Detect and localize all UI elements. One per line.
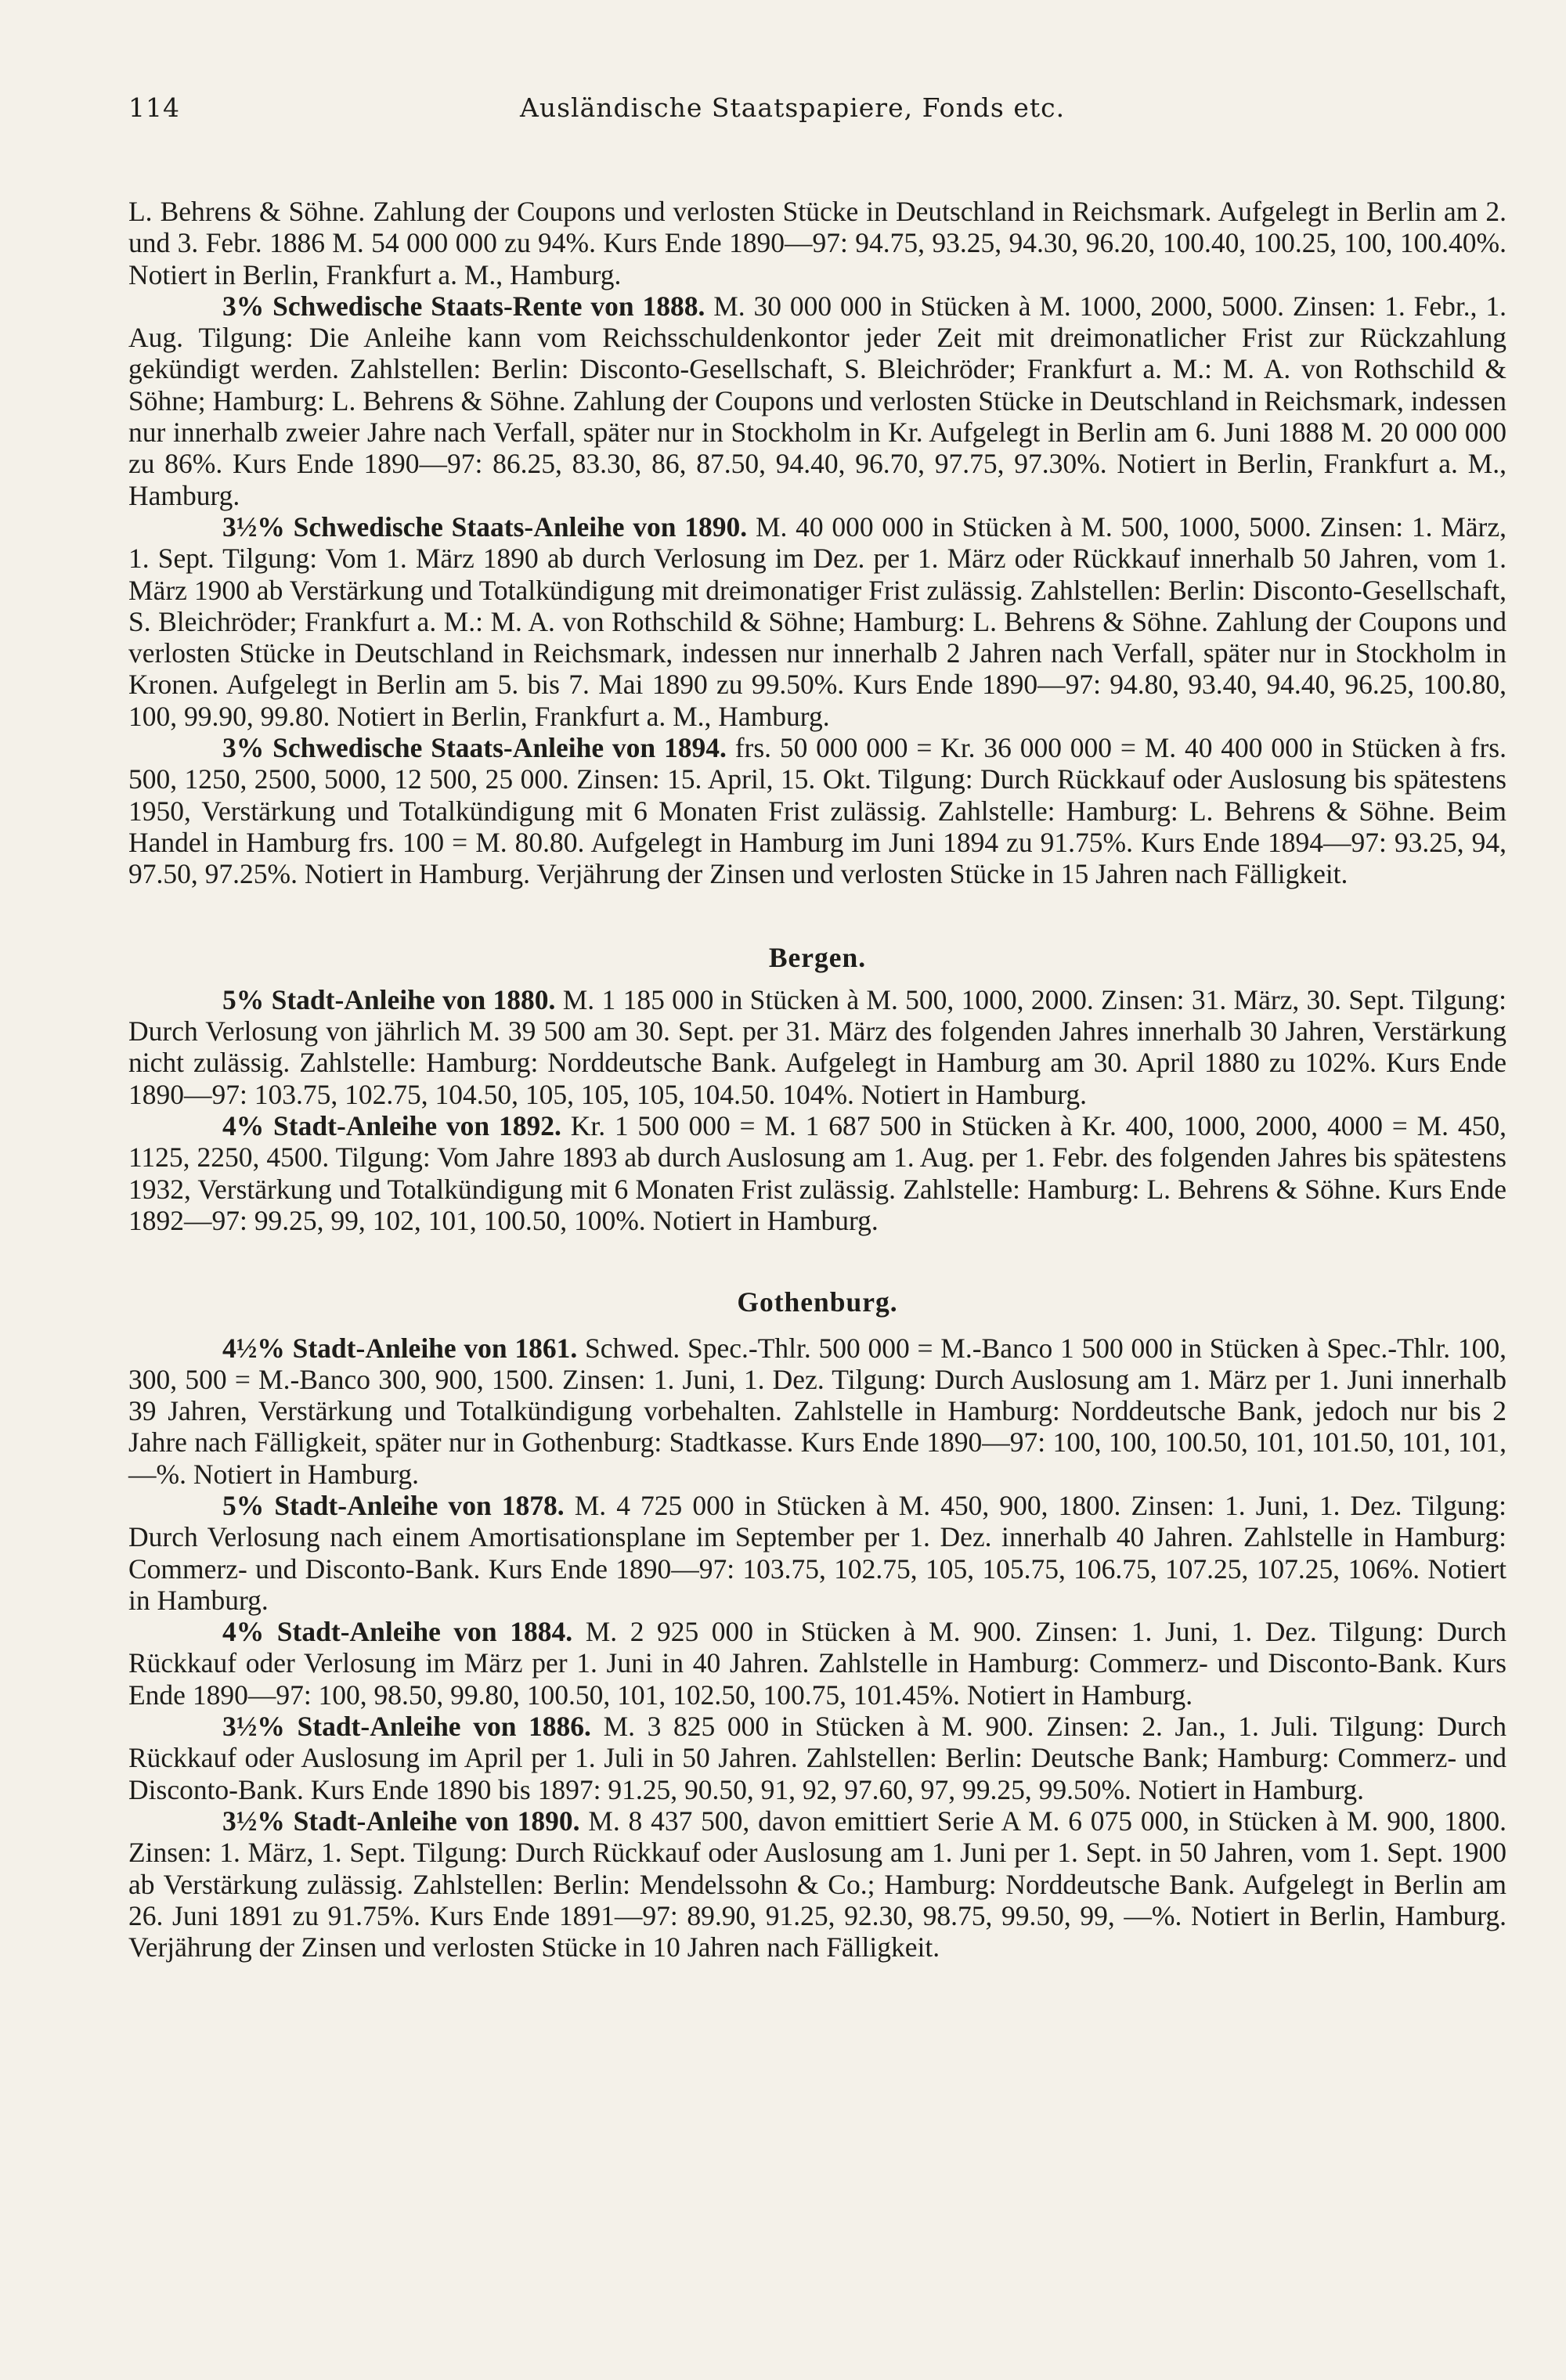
section-heading-gothenburg: Gothenburg. <box>737 1286 898 1318</box>
body-text <box>128 196 1506 1963</box>
entry-title: 3½% Stadt-Anleihe von 1886. <box>222 1711 591 1743</box>
entry-body: M. 3 825 000 in Stücken à M. 900. Zinsen: 2. Jan., 1. Juli. Tilgung: Durch Rückkauf oder Auslosung im April per 1. Juli in 50 Jahren. Zahlstellen: Berlin: Deutsche Bank; Hamburg: Commerz- und Disconto-Bank. Kurs Ende 1890 bis 1897: 91.25, 90.50, 91, 92, 97.60, 97, 99.25, 99.50%. Notiert in Hamburg. <box>128 1711 1506 1805</box>
entry-body: Schwed. Spec.-Thlr. 500 000 = M.-Banco 1 500 000 in Stücken à Spec.-Thlr. 100, 300, 500 = M.-Banco 300, 900, 1500. Zinsen: 1. Juni, 1. Dez. Tilgung: Durch Auslosung am 1. März per 1. Juni innerhalb 39 Jahren, Verstärkung und Totalkündigung vorbehalten. Zahlstelle in Hamburg: Norddeutsche Bank, jedoch nur bis 2 Jahre nach Fälligkeit, später nur in Gothenburg: Stadtkasse. Kurs Ende 1890—97: 100, 100, 100.50, 101, 101.50, 101, 101, —%. Notiert in Hamburg. <box>128 1332 1506 1490</box>
entry-body: frs. 50 000 000 = Kr. 36 000 000 = M. 40 400 000 in Stücken à frs. 500, 1250, 2500, 5000, 12 500, 25 000. Zinsen: 15. April, 15. Okt. Tilgung: Durch Rückkauf oder Auslosung bis spätestens 1950, Verstärkung und Totalkündigung mit 6 Monaten Frist zulässig. Zahlstelle: Hamburg: L. Behrens & Söhne. Beim Handel in Hamburg frs. 100 = M. 80.80. Aufgelegt in Hamburg im Juni 1894 zu 91.75%. Kurs Ende 1894—97: 93.25, 94, 97.50, 97.25%. Notiert in Hamburg. Verjährung der Zinsen und verlosten Stücke in 15 Jahren nach Fälligkeit. <box>128 732 1506 890</box>
page-header <box>128 92 1506 139</box>
entry-gothenburg-1884 <box>128 1616 1506 1711</box>
entry-sweden-rente-1888 <box>128 290 1506 511</box>
entry-sweden-anleihe-1894 <box>128 732 1506 889</box>
entry-body: M. 4 725 000 in Stücken à M. 450, 900, 1800. Zinsen: 1. Juni, 1. Dez. Tilgung: Durch Verlosung nach einem Amortisationsplane im September per 1. Dez. innerhalb 40 Jahren. Zahlstelle in Hamburg: Commerz- und Disconto-Bank. Kurs Ende 1890—97: 103.75, 102.75, 105, 105.75, 106.75, 107.25, 107.25, 106%. Notiert in Hamburg. <box>128 1489 1506 1616</box>
entry-gothenburg-1878 <box>128 1490 1506 1616</box>
entry-gothenburg-1861 <box>128 1332 1506 1490</box>
entry-title: 3% Schwedische Staats-Rente von 1888. <box>222 290 705 322</box>
entry-title: 4% Stadt-Anleihe von 1884. <box>222 1616 573 1648</box>
entry-body: M. 30 000 000 in Stücken à M. 1000, 2000, 5000. Zinsen: 1. Febr., 1. Aug. Tilgung: Die Anleihe kann vom Reichsschuldenkontor jeder Zeit mit dreimonatlicher Frist zur Rückzahlung gekündigt werden. Zahlstellen: Berlin: Disconto-Gesellschaft, S. Bleichröder; Frankfurt a. M.: M. A. von Rothschild & Söhne; Hamburg: L. Behrens & Söhne. Zahlung der Coupons und verlosten Stücke in Deutschland in Reichsmark, indessen nur innerhalb zweier Jahre nach Verfall, später nur in Stockholm in Kr. Aufgelegt in Berlin am 6. Juni 1888 M. 20 000 000 zu 86%. Kurs Ende 1890—97: 86.25, 83.30, 86, 87.50, 94.40, 96.70, 97.75, 97.30%. Notiert in Berlin, Frankfurt a. M., Hamburg. <box>128 290 1506 511</box>
entry-body: M. 8 437 500, davon emittiert Serie A M. 6 075 000, in Stücken à M. 900, 1800. Zinsen: 1. März, 1. Sept. Tilgung: Durch Rückkauf oder Auslosung am 1. Juni per 1. Sept. in 50 Jahren, vom 1. Sept. 1900 ab Verstärkung zulässig. Zahlstellen: Berlin: Mendelssohn & Co.; Hamburg: Norddeutsche Bank. Aufgelegt in Berlin am 26. Juni 1891 zu 91.75%. Kurs Ende 1891—97: 89.90, 91.25, 92.30, 98.75, 99.50, 99, —%. Notiert in Berlin, Hamburg. Verjährung der Zinsen und verlosten Stücke in 10 Jahren nach Fälligkeit. <box>128 1805 1506 1964</box>
entry-body: M. 40 000 000 in Stücken à M. 500, 1000, 5000. Zinsen: 1. März, 1. Sept. Tilgung: Vom 1. März 1890 ab durch Verlosung im Dez. per 1. März oder Rückkauf innerhalb 50 Jahren, vom 1. März 1900 ab Verstärkung und Totalkündigung mit dreimonatiger Frist zulässig. Zahlstellen: Berlin: Disconto-Gesellschaft, S. Bleichröder; Frankfurt a. M.: M. A. von Rothschild & Söhne; Hamburg: L. Behrens & Söhne. Zahlung der Coupons und verlosten Stücke in Deutschland in Reichsmark, indessen nur innerhalb 2 Jahren nach Verfall, später nur in Stockholm in Kronen. Aufgelegt in Berlin am 5. bis 7. Mai 1890 zu 99.50%. Kurs Ende 1890—97: 94.80, 93.40, 94.40, 96.25, 100.80, 100, 99.90, 99.80. Notiert in Berlin, Frankfurt a. M., Hamburg. <box>128 510 1506 732</box>
entry-title: 5% Stadt-Anleihe von 1880. <box>222 983 556 1015</box>
page-number: 114 <box>128 92 180 123</box>
entry-body: M. 1 185 000 in Stücken à M. 500, 1000, 2000. Zinsen: 31. März, 30. Sept. Tilgung: Durch Verlosung von jährlich M. 39 500 am 30. Sept. per 31. März des folgenden Jahres innerhalb 30 Jahren, Verstärkung nicht zulässig. Zahlstelle: Hamburg: Norddeutsche Bank. Aufgelegt in Hamburg am 30. April 1880 zu 102%. Kurs Ende 1890—97: 103.75, 102.75, 104.50, 105, 105, 105, 104.50. 104%. Notiert in Hamburg. <box>128 983 1507 1110</box>
entry-gothenburg-1890 <box>128 1805 1506 1963</box>
entry-title: 3½% Schwedische Staats-Anleihe von 1890. <box>222 510 748 543</box>
entry-title: 5% Stadt-Anleihe von 1878. <box>222 1489 565 1521</box>
entry-title: 4% Stadt-Anleihe von 1892. <box>222 1110 561 1142</box>
entry-bergen-1892 <box>128 1110 1506 1236</box>
entry-title: 3½% Stadt-Anleihe von 1890. <box>222 1805 580 1837</box>
entry-bergen-1880 <box>128 984 1506 1110</box>
entry-gothenburg-1886 <box>128 1711 1506 1805</box>
entry-body: M. 2 925 000 in Stücken à M. 900. Zinsen: 1. Juni, 1. Dez. Tilgung: Durch Rückkauf oder Verlosung im März per 1. Juni in 40 Jahren. Zahlstelle in Hamburg: Commerz- und Disconto-Bank. Kurs Ende 1890—97: 100, 98.50, 99.80, 100.50, 101, 102.50, 100.75, 101.45%. Notiert in Hamburg. <box>128 1616 1507 1711</box>
entry-sweden-anleihe-1890 <box>128 511 1506 732</box>
section-heading-bergen: Bergen. <box>768 941 867 973</box>
entry-title: 3% Schwedische Staats-Anleihe von 1894. <box>222 732 727 764</box>
entry-title: 4½% Stadt-Anleihe von 1861. <box>222 1332 578 1364</box>
sweden-intro-paragraph: L. Behrens & Söhne. Zahlung der Coupons und verlosten Stücke in Deutschland in Reichsmark. Aufgelegt in Berlin am 2. und 3. Febr. 1886 M. 54 000 000 zu 94%. Kurs Ende 1890—97: 94.75, 93.25, 94.30, 96.20, 100.40, 100.25, 100, 100.40%. Notiert in Berlin, Frankfurt a. M., Hamburg. <box>128 196 1506 290</box>
entry-body: Kr. 1 500 000 = M. 1 687 500 in Stücken à Kr. 400, 1000, 2000, 4000 = M. 450, 1125, 2250, 4500. Tilgung: Vom Jahre 1893 ab durch Auslosung am 1. Aug. per 1. Febr. des folgenden Jahres bis spätestens 1932, Verstärkung und Totalkündigung mit 6 Monaten Frist zulässig. Zahlstelle: Hamburg: L. Behrens & Söhne. Kurs Ende 1892—97: 99.25, 99, 102, 101, 100.50, 100%. Notiert in Hamburg. <box>128 1110 1506 1236</box>
running-head: Ausländische Staatspapiere, Fonds etc. <box>520 92 1066 123</box>
